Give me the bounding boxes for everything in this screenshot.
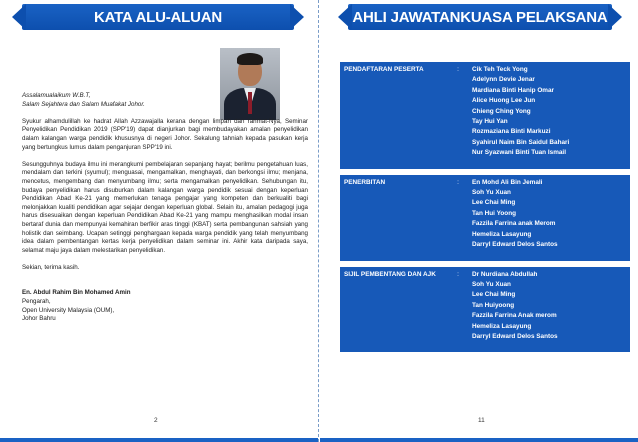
committee-member: Lee Chai Ming xyxy=(472,199,516,207)
letter-paragraph-2: Sesungguhnya budaya ilmu ini merangkumi pembelajaran sepanjang hayat; berilmu pengetahuan luas, mendalam dan terkini (syumul); menguasai, mengamalkan, menghayati, dan berkongsi ilmu; menjana, mencetus, mengembang dan menyumbang ilmu; serta mengamalkan penyelidikan. Sehubungan itu, budaya penyelidikan harus disuburkan dalam kalangan warga pendidik sesuai dengan keperluan Pendidikan Abad Ke-21 yang memerlukan tenaga pengajar yang kompeten dan berkualiti bagi melonjakkan kualiti pendidikan agar sejajar dengan keperluan global. Selain itu, amalan pedagogi juga harus disesuaikan dengan keperluan Pendidikan Abad Ke-21 yang mampu menghasilkan modal insan bertaraf dunia dan mempunyai kemahiran berfikir aras tinggi (KBAT) serta pembangunan sahsiah yang holistik dan seimbang. Ucapan setinggi penghargaan kepada warga pendidik yang telah menyumbang idea dalam pembentangan kertas kerja penyelidikan dalam seminar ini. Akhir kata daripada saya, selamat maju jaya dalam melestarikan penyelidikan. xyxy=(22,160,308,254)
committee-row-gap xyxy=(340,253,630,261)
committee-member: Mardiana Binti Hanip Omar xyxy=(472,86,555,94)
committee-row xyxy=(340,175,630,253)
bottom-bar-left xyxy=(0,438,318,442)
committee-member: Alice Huong Lee Jun xyxy=(472,97,536,105)
letter-paragraph-1: Syukur alhamdulillah ke hadrat Allah Azzawajalla kerana dengan limpah dan rahmat-Nya, Seminar Penyelidikan Pendidikan 2019 (SPP'19) dapat dianjurkan bagi membudayakan amalan penyelidikan dalam kalangan warga pendidik khususnya di negeri Johor. Sekalung tahniah kepada pasukan kerja yang bertungkus lumus dalam penganjuran SPP'19 ini. xyxy=(22,117,308,151)
committee-member: Rozmaziana Binti Markuzi xyxy=(472,128,551,136)
photo-hair-shape xyxy=(237,53,263,65)
committee-members xyxy=(466,267,630,345)
committee-banner-title: AHLI JAWATANKUASA PELAKSANA xyxy=(352,8,608,26)
committee-member: Darryl Edward Delos Santos xyxy=(472,241,558,249)
committee-member: Soh Yu Xuan xyxy=(472,280,511,288)
signer-org: Open University Malaysia (OUM), xyxy=(22,306,115,314)
gap-cell xyxy=(340,161,630,169)
committee-member: Syahirul Naim Bin Saidul Bahari xyxy=(472,138,570,146)
signer-name: En. Abdul Rahim Bin Mohamed Amin xyxy=(22,289,131,297)
welcome-banner xyxy=(22,4,294,30)
signer-title: Pengarah, xyxy=(22,298,51,306)
committee-member: En Mohd Ali Bin Jemali xyxy=(472,178,543,186)
committee-role: SIJIL PEMBENTANG DAN AJK xyxy=(340,267,450,345)
committee-member: Adelynn Devie Jenar xyxy=(472,76,535,84)
committee-member: Tay Hui Yan xyxy=(472,118,508,126)
committee-table xyxy=(340,62,630,352)
greeting-line-2: Salam Sejahtera dan Salam Muafakat Johor. xyxy=(22,100,145,108)
committee-member: Darryl Edward Delos Santos xyxy=(472,332,558,340)
committee-member: Nur Syazwani Binti Tuan Ismail xyxy=(472,149,566,157)
committee-member: Hemeliza Lasayung xyxy=(472,322,532,330)
greeting-line-1: Assalamualaikum W.B.T, xyxy=(22,92,91,99)
committee-members xyxy=(466,175,630,253)
gap-cell xyxy=(340,344,630,352)
committee-row-gap xyxy=(340,344,630,352)
welcome-letter xyxy=(22,92,308,324)
signer-location: Johor Bahru xyxy=(22,315,56,323)
committee-colon: : xyxy=(450,267,466,345)
committee-role: PENDAFTARAN PESERTA xyxy=(340,62,450,161)
committee-member: Lee Chai Ming xyxy=(472,291,516,299)
committee-row xyxy=(340,267,630,345)
bottom-bar-right xyxy=(320,438,638,442)
committee-member: Dr Nurdiana Abdullah xyxy=(472,270,538,278)
right-page xyxy=(320,0,638,442)
committee-member: Tan Hui Yoong xyxy=(472,209,517,217)
committee-members xyxy=(466,62,630,161)
committee-row xyxy=(340,62,630,161)
committee-member: Fazzila Farrina anak Merom xyxy=(472,220,556,228)
letter-closing: Sekian, terima kasih. xyxy=(22,263,80,271)
committee-colon: : xyxy=(450,175,466,253)
welcome-banner-title: KATA ALU-ALUAN xyxy=(93,8,222,26)
committee-member: Cik Teh Teck Yong xyxy=(472,66,528,73)
committee-member: Hemeliza Lasayung xyxy=(472,230,532,238)
committee-role: PENERBITAN xyxy=(340,175,450,253)
committee-row-gap xyxy=(340,161,630,169)
committee-member: Fazzila Farrina Anak merom xyxy=(472,312,557,320)
committee-member: Soh Yu Xuan xyxy=(472,189,511,197)
committee-colon: : xyxy=(450,62,466,161)
gap-cell xyxy=(340,253,630,261)
page-number-left: 2 xyxy=(154,417,158,424)
committee-member: Tan Huiyoong xyxy=(472,301,515,309)
committee-banner xyxy=(348,4,612,30)
committee-member: Chieng Ching Yong xyxy=(472,107,531,115)
page-number-right: 11 xyxy=(478,417,485,424)
left-page xyxy=(0,0,318,442)
